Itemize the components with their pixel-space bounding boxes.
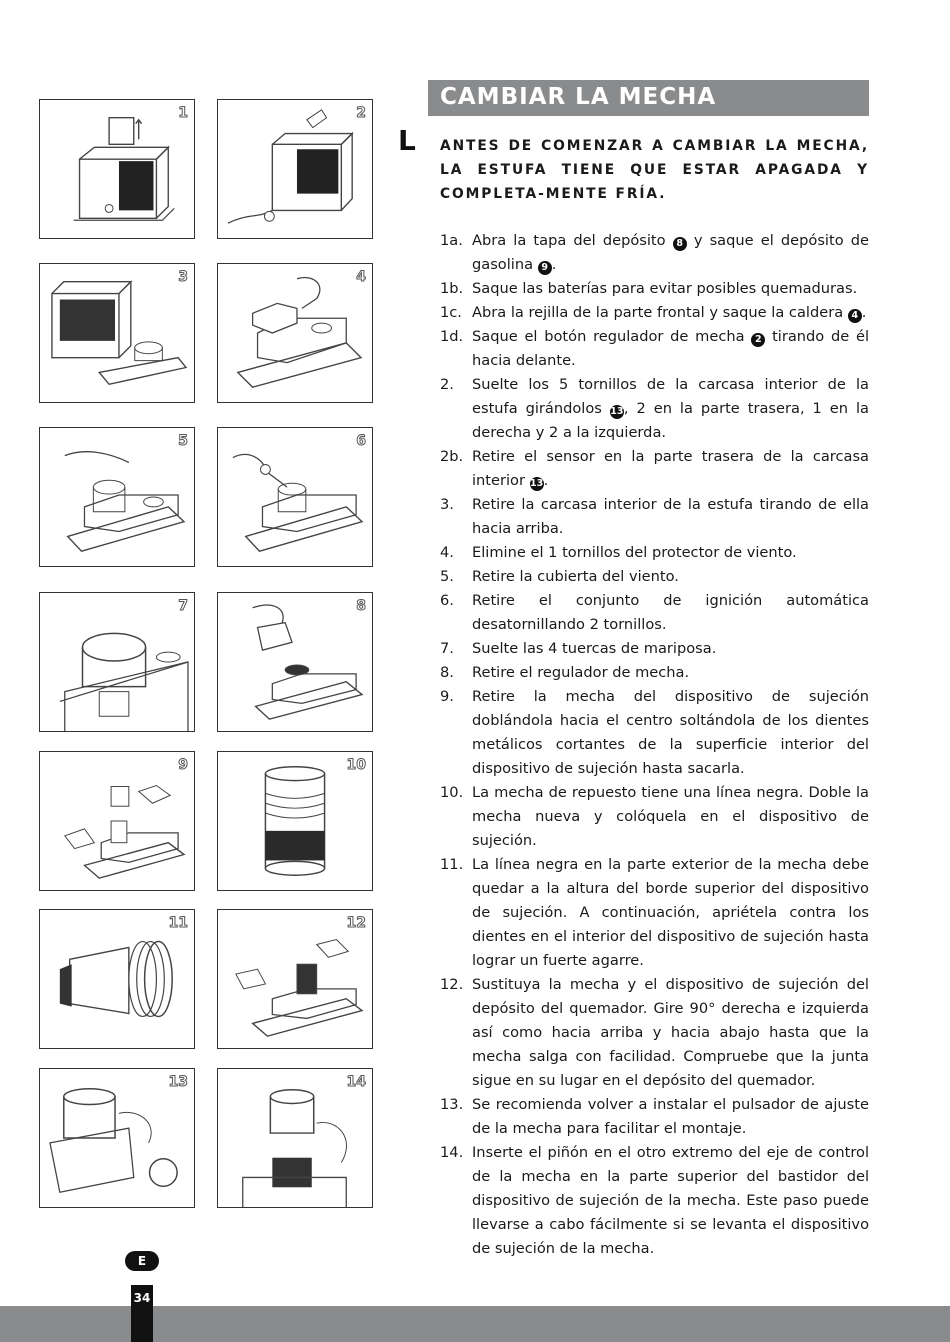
step-number: 1d.: [440, 328, 464, 345]
step-item: [440, 373, 869, 445]
step-text: tirando de él hacia delante.: [472, 328, 870, 369]
heater-grille-open-illustration: [40, 264, 194, 402]
step-text: Retire el regulador de mecha.: [472, 664, 690, 681]
figure-number: 5: [178, 433, 188, 449]
step-item: [440, 493, 869, 541]
step-item: [440, 325, 869, 373]
figure-number: 8: [356, 598, 366, 614]
figure-number: 11: [168, 915, 188, 931]
wick-holder-illustration: [40, 752, 194, 890]
burner-screws-illustration: [218, 264, 372, 402]
step-text: Retire el conjunto de ignición automática desatornillando 2 tornillos.: [472, 592, 869, 633]
step-number: 3.: [440, 496, 454, 513]
part-reference-marker: 8: [673, 237, 687, 251]
step-text: , 2 en la parte trasera, 1 en la derecha y 2 a la izquierda.: [472, 400, 869, 441]
language-badge: E: [125, 1251, 159, 1271]
figure-number: 7: [178, 598, 188, 614]
figure-11: [39, 909, 195, 1049]
step-text: Saque las baterías para evitar posibles quemaduras.: [472, 280, 858, 297]
section-title: CAMBIAR LA MECHA: [440, 84, 717, 110]
safety-warning: ANTES DE COMENZAR A CAMBIAR LA MECHA, LA ESTUFA TIENE QUE ESTAR APAGADA Y COMPLETA-MENTE FRÍA.: [440, 138, 869, 202]
step-text: Abra la tapa del depósito: [472, 232, 673, 249]
page-number: 34: [133, 1291, 151, 1305]
step-number: 13.: [440, 1096, 464, 1113]
figure-10: [217, 751, 373, 891]
step-item: [440, 637, 869, 661]
step-item: [440, 661, 869, 685]
step-text: y saque el depósito de gasolina: [472, 232, 869, 273]
step-text: Retire el sensor en la parte trasera de la carcasa interior: [472, 448, 869, 489]
figure-4: [217, 263, 373, 403]
step-text: .: [543, 472, 549, 489]
step-text: Suelte los 5 tornillos de la carcasa interior de la estufa girándolos: [472, 376, 869, 417]
figure-1: [39, 99, 195, 239]
step-number: 12.: [440, 976, 464, 993]
figure-7: [39, 592, 195, 732]
step-item: [440, 541, 869, 565]
step-item: [440, 565, 869, 589]
figure-14: [217, 1068, 373, 1208]
step-text: .: [861, 304, 867, 321]
step-text: Retire la cubierta del viento.: [472, 568, 679, 585]
figure-number: 1: [178, 105, 188, 121]
figure-number: 3: [178, 269, 188, 285]
step-item: [440, 589, 869, 637]
step-text: Retire la carcasa interior de la estufa tirando de ella hacia arriba.: [472, 496, 869, 537]
step-text: Suelte las 4 tuercas de mariposa.: [472, 640, 717, 657]
step-number: 1a.: [440, 232, 463, 249]
step-item: [440, 781, 869, 853]
step-number: 6.: [440, 592, 454, 609]
step-number: 2.: [440, 376, 454, 393]
figure-number: 9: [178, 757, 188, 773]
step-text: .: [551, 256, 557, 273]
figure-number: 14: [346, 1074, 366, 1090]
step-text: Retire la mecha del dispositivo de sujeción doblándola hacia el centro soltándola de los dientes metálicos cortantes de la superficie interior del dispositivo de sujeción hasta sacarla.: [472, 688, 869, 777]
figure-2: [217, 99, 373, 239]
step-number: 7.: [440, 640, 454, 657]
wick-regulator-removal-illustration: [218, 593, 372, 731]
step-number: 1b.: [440, 280, 464, 297]
step-number: 11.: [440, 856, 464, 873]
step-text: Inserte el piñón en el otro extremo del eje de control de la mecha en la parte superior del bastidor del dispositivo de sujeción de la mecha. Este paso puede llevarse a cabo fácilmente si se levanta el dispositivo de sujeción de la mecha.: [472, 1144, 869, 1257]
ignition-assembly-illustration: [40, 593, 194, 731]
step-item: [440, 1141, 869, 1261]
figure-number: 12: [346, 915, 366, 931]
step-item: [440, 445, 869, 493]
section-title-bar: [428, 80, 869, 116]
wind-cover-removal-illustration: [218, 428, 372, 566]
figure-13: [39, 1068, 195, 1208]
step-item: [440, 301, 869, 325]
figure-number: 6: [356, 433, 366, 449]
figure-12: [217, 909, 373, 1049]
step-number: 14.: [440, 1144, 464, 1161]
step-item: [440, 229, 869, 277]
step-text: Sustituya la mecha y el dispositivo de sujeción del depósito del quemador. Gire 90° derecha e izquierda así como hacia arriba y hacia abajo hasta que la mecha salga con facilidad. Compruebe que la junta sigue en su lugar en el depósito del quemador.: [472, 976, 869, 1089]
figure-number: 13: [168, 1074, 188, 1090]
figure-number: 4: [356, 269, 366, 285]
step-item: [440, 853, 869, 973]
wind-protector-screw-illustration: [40, 428, 194, 566]
step-text: Elimine el 1 tornillos del protector de viento.: [472, 544, 797, 561]
step-text: Se recomienda volver a instalar el pulsador de ajuste de la mecha para facilitar el montaje.: [472, 1096, 869, 1137]
figure-3: [39, 263, 195, 403]
step-text: Abra la rejilla de la parte frontal y saque la caldera: [472, 304, 848, 321]
step-text: La mecha de repuesto tiene una línea negra. Doble la mecha nueva y colóquela en el dispositivo de sujeción.: [472, 784, 869, 849]
illustration-grid: [0, 0, 400, 1260]
part-reference-marker: 13: [530, 478, 544, 489]
step-number: 5.: [440, 568, 454, 585]
part-reference-marker: 9: [538, 261, 552, 275]
step-item: [440, 973, 869, 1093]
part-reference-marker: 4: [848, 309, 862, 323]
part-reference-marker: 2: [751, 333, 765, 347]
step-number: 2b.: [440, 448, 464, 465]
heater-battery-removal-illustration: [218, 100, 372, 238]
step-item: [440, 1093, 869, 1141]
figure-6: [217, 427, 373, 567]
heater-tank-removal-illustration: [40, 100, 194, 238]
step-number: 9.: [440, 688, 454, 705]
step-item: [440, 685, 869, 781]
step-number: 1c.: [440, 304, 462, 321]
step-text: Saque el botón regulador de mecha: [472, 328, 752, 345]
step-number: 4.: [440, 544, 454, 561]
figure-9: [39, 751, 195, 891]
figure-5: [39, 427, 195, 567]
figure-8: [217, 592, 373, 732]
instruction-steps: [440, 229, 869, 1261]
part-reference-marker: 13: [610, 406, 624, 417]
step-text: La línea negra en la parte exterior de la mecha debe quedar a la altura del borde superior del dispositivo de sujeción. A continuación, apriétela contra los dientes en el interior del dispositivo de sujeción hasta lograr un fuerte agarre.: [472, 856, 869, 969]
step-item: [440, 277, 869, 301]
figure-number: 10: [346, 757, 366, 773]
step-number: 8.: [440, 664, 454, 681]
figure-number: 2: [356, 105, 366, 121]
section-letter: L: [398, 124, 416, 157]
step-number: 10.: [440, 784, 464, 801]
